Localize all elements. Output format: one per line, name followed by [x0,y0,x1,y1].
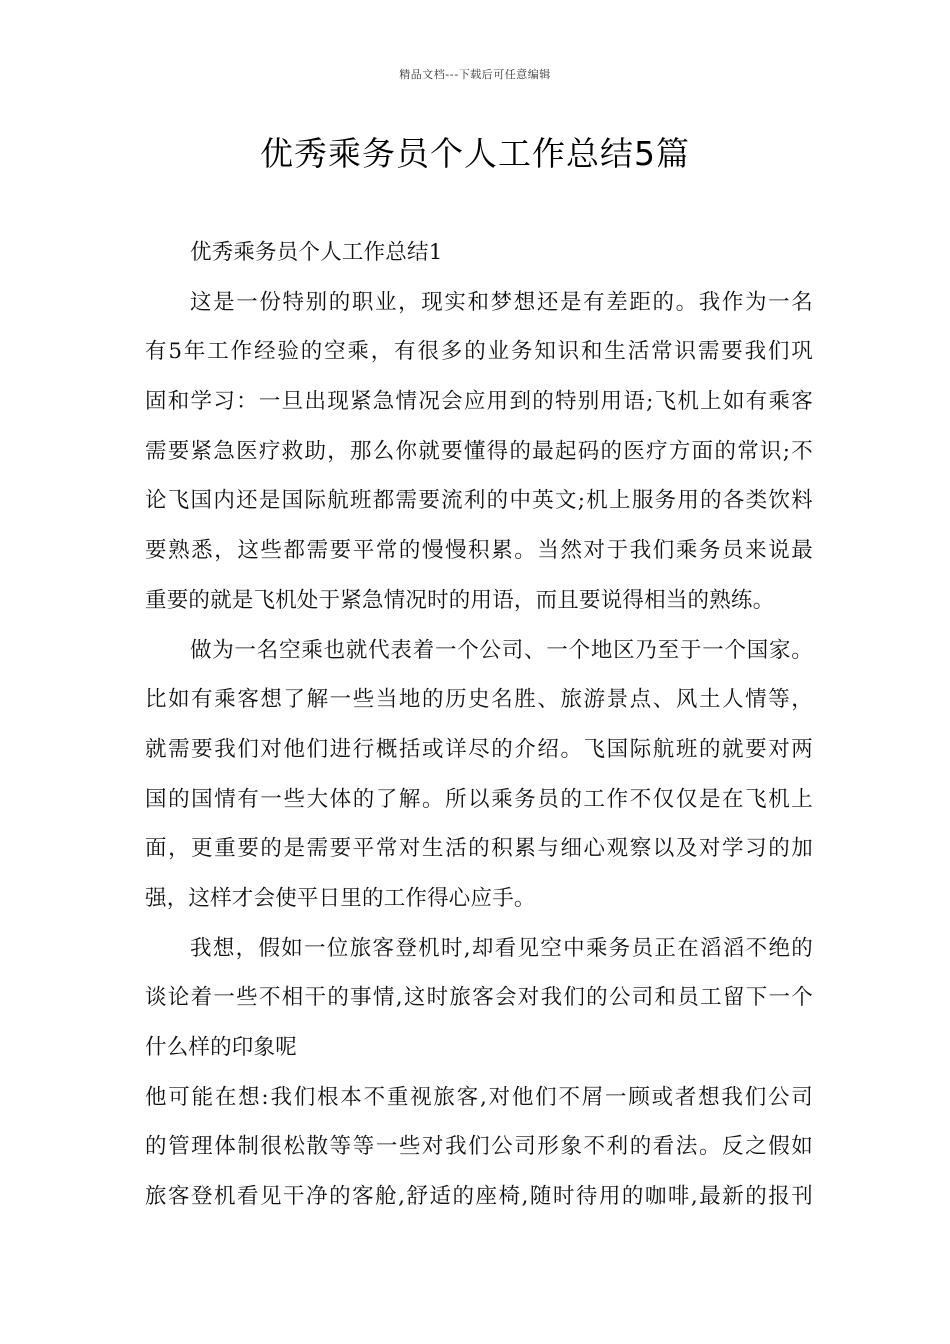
paragraph-line: 旅客登机看见干净的客舱,舒适的座椅,随时待用的咖啡,最新的报刊 [145,1184,813,1210]
paragraph-line: 重要的就是飞机处于紧急情况时的用语，而且要说得相当的熟练。 [145,587,775,613]
paragraph-line: 他可能在想:我们根本不重视旅客,对他们不屑一顾或者想我们公司 [145,1084,813,1110]
paragraph-line: 谈论着一些不相干的事情,这时旅客会对我们的公司和员工留下一个 [145,985,813,1011]
paragraph-line: 比如有乘客想了解一些当地的历史名胜、旅游景点、风土人情等， [145,687,813,713]
paragraph-line: 论飞国内还是国际航班都需要流利的中英文;机上服务用的各类饮料 [145,488,813,514]
paragraph-line: 有5年工作经验的空乘，有很多的业务知识和生活常识需要我们巩 [145,339,813,365]
paragraph-line: 我想，假如一位旅客登机时,却看见空中乘务员正在滔滔不绝的 [190,935,813,961]
paragraph-line: 什么样的印象呢 [145,1035,297,1060]
document-body [145,228,813,1222]
paragraph-line: 需要紧急医疗救助，那么你就要懂得的最起码的医疗方面的常识;不 [145,438,813,464]
paragraph-line: 面，更重要的是需要平常对生活的积累与细心观察以及对学习的加 [145,836,813,862]
section-heading: 优秀乘务员个人工作总结1 [190,240,443,265]
paragraph-line: 要熟悉，这些都需要平常的慢慢积累。当然对于我们乘务员来说最 [145,538,813,564]
paragraph-line: 国的国情有一些大体的了解。所以乘务员的工作不仅仅是在飞机上 [145,786,813,812]
paragraph-line: 就需要我们对他们进行概括或详尽的介绍。飞国际航班的就要对两 [145,736,813,762]
paragraph-line: 做为一名空乘也就代表着一个公司、一个地区乃至于一个国家。 [190,637,813,663]
header-note: 精品文档---下载后可任意编辑 [399,68,551,81]
paragraph-line: 这是一份特别的职业，现实和梦想还是有差距的。我作为一名 [190,289,813,315]
paragraph-line: 固和学习：一旦出现紧急情况会应用到的特别用语;飞机上如有乘客 [145,389,813,415]
paragraph-line: 强，这样才会使平日里的工作得心应手。 [145,885,536,911]
document-title: 优秀乘务员个人工作总结5篇 [260,134,690,173]
paragraph-line: 的管理体制很松散等等一些对我们公司形象不利的看法。反之假如 [145,1134,813,1160]
